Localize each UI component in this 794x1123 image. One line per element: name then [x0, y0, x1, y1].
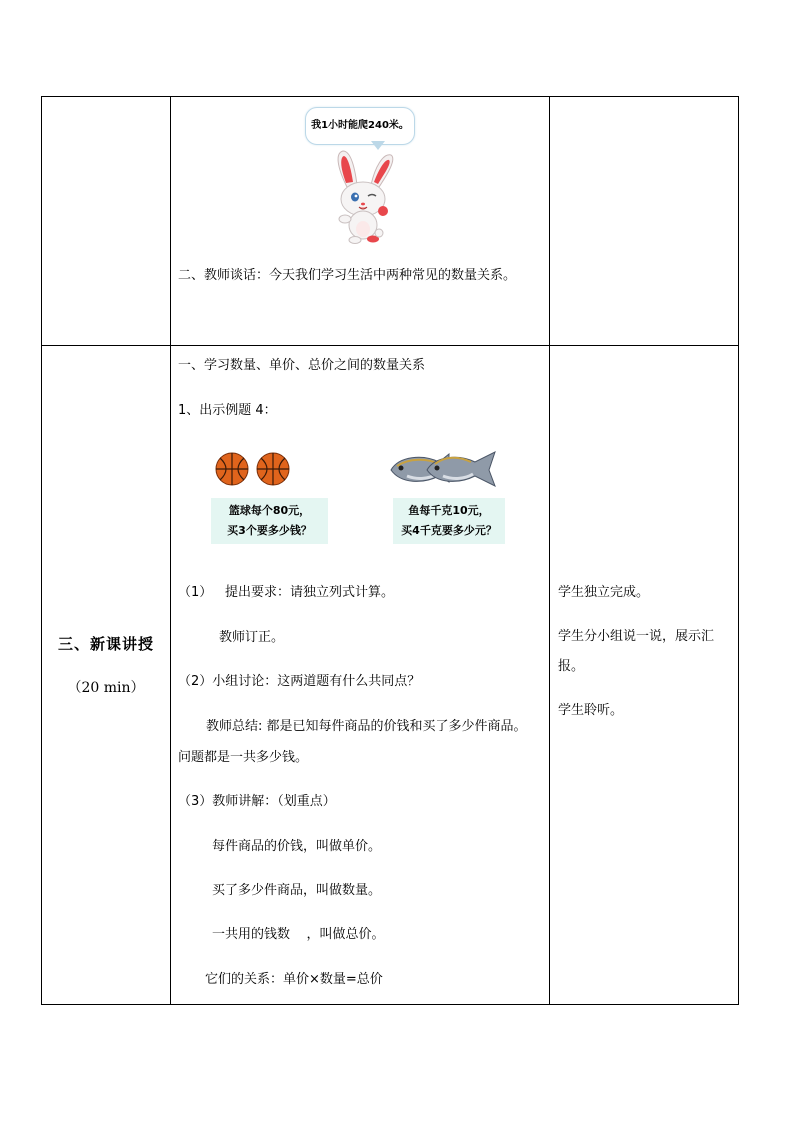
- student-activity-2-line1: 学生分小组说一说，展示汇: [558, 629, 715, 644]
- content-cell-lesson: [171, 346, 550, 1005]
- student-activity-1: 学生独立完成。: [558, 585, 650, 600]
- table-row: [42, 346, 739, 1005]
- step1-requirement: 提出要求：请独立列式计算。: [225, 585, 395, 600]
- content-cell-intro: [171, 97, 550, 346]
- stage-cell: [42, 346, 171, 1005]
- fish-icon: [387, 446, 499, 492]
- fish-label-line2: 买4千克要多少元？: [401, 524, 497, 537]
- basketball-label-line1: 篮球每个80元，: [228, 504, 311, 517]
- student-activity-cell: [550, 346, 739, 1005]
- teacher-talk: 二、教师谈话：今天我们学习生活中两种常见的数量关系。: [178, 268, 517, 283]
- basketball-problem-label: [211, 498, 328, 544]
- rabbit-cartoon-icon: [319, 149, 409, 245]
- lesson-plan-table: [41, 96, 739, 1005]
- basketball-label-line2: 买3个要多少钱？: [227, 524, 312, 537]
- rabbit-illustration: [301, 105, 419, 243]
- teacher-summary-line1: 教师总结: 都是已知每件商品的价钱和买了多少件商品。: [206, 719, 527, 734]
- fish-problem-label: [393, 498, 505, 544]
- student-activity-2-line2: 报。: [558, 659, 585, 674]
- fish-label-line1: 鱼每千克10元，: [408, 504, 490, 517]
- teacher-summary-line2: 问题都是一共多少钱。: [178, 750, 309, 765]
- stage-cell-empty: [42, 97, 171, 346]
- student-cell-empty: [550, 97, 739, 346]
- stage-duration: （20 min）: [67, 680, 145, 696]
- step1-correction: 教师订正。: [219, 630, 285, 645]
- step2-discussion: （2）小组讨论：这两道题有什么共同点？: [178, 674, 421, 689]
- table-row: [42, 97, 739, 346]
- example-title: 1、出示例题 4：: [178, 403, 277, 418]
- definition-total-price: 一共用的钱数 ，叫做总价。: [212, 927, 385, 942]
- section-heading: 一、学习数量、单价、总价之间的数量关系: [178, 358, 426, 373]
- basketball-icon: [215, 452, 293, 488]
- speech-bubble: 我1小时能爬240米。: [305, 107, 415, 145]
- definition-unit-price: 每件商品的价钱，叫做单价。: [212, 839, 382, 854]
- step3-explanation: （3）教师讲解：（划重点）: [178, 794, 336, 809]
- step1-number: （1）: [178, 585, 213, 600]
- relationship-formula: 它们的关系：单价×数量=总价: [205, 972, 383, 987]
- definition-quantity: 买了多少件商品，叫做数量。: [212, 883, 382, 898]
- student-activity-3: 学生聆听。: [558, 703, 624, 718]
- stage-title: 三、新课讲授: [57, 635, 154, 653]
